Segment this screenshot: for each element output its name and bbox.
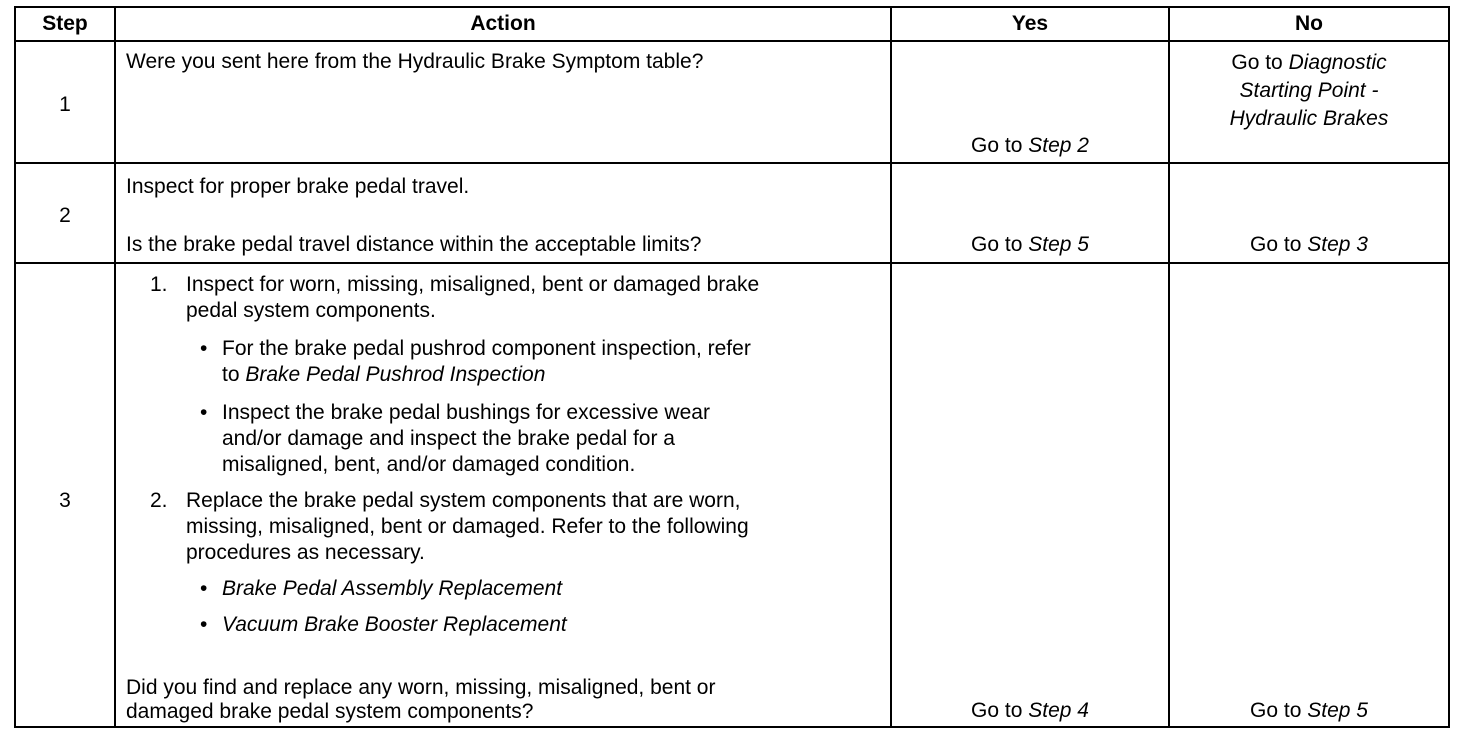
- list-subitem: For the brake pedal pushrod component inspection, refer: [222, 337, 751, 360]
- list-subitem: and/or damage and inspect the brake pedal for a: [222, 427, 675, 450]
- list-number: 2.: [150, 489, 168, 512]
- procedure-reference: Brake Pedal Assembly Replacement: [222, 577, 563, 600]
- no-result: Go to Step 3: [1250, 233, 1368, 256]
- column-divider: [890, 8, 892, 726]
- action-text: Inspect for proper brake pedal travel.: [126, 175, 470, 198]
- bullet-icon: •: [200, 577, 208, 600]
- bullet-icon: •: [200, 613, 208, 636]
- row-divider: [16, 162, 1448, 164]
- header-no: No: [1295, 12, 1323, 35]
- list-subitem: Inspect the brake pedal bushings for excessive wear: [222, 401, 710, 424]
- list-item: missing, misaligned, bent or damaged. Refer to the following: [186, 515, 749, 538]
- step-reference: Step 5: [1028, 233, 1089, 256]
- step-number: 2: [59, 204, 71, 227]
- step-reference: Step 5: [1307, 699, 1368, 722]
- procedure-reference: Vacuum Brake Booster Replacement: [222, 613, 567, 636]
- step-reference: Step 2: [1028, 134, 1089, 157]
- action-question: Is the brake pedal travel distance within the acceptable limits?: [126, 233, 702, 256]
- step-number: 1: [59, 93, 71, 116]
- header-yes: Yes: [1011, 12, 1049, 35]
- row-divider: [16, 40, 1448, 42]
- list-item: pedal system components.: [186, 299, 436, 322]
- procedure-reference: Brake Pedal Pushrod Inspection: [245, 363, 546, 386]
- bullet-icon: •: [200, 337, 208, 360]
- yes-result: Go to Step 4: [971, 699, 1089, 722]
- header-step: Step: [42, 12, 88, 35]
- diagnostic-table: [14, 6, 1450, 728]
- yes-result: Go to Step 2: [971, 134, 1089, 157]
- yes-result: Go to Step 5: [971, 233, 1089, 256]
- step-number: 3: [59, 489, 71, 512]
- no-result: Go to Diagnostic Starting Point - Hydraulic Brakes: [1229, 51, 1389, 130]
- list-subitem: to Brake Pedal Pushrod Inspection: [222, 363, 546, 386]
- row-divider: [16, 262, 1448, 264]
- step-reference: Step 4: [1028, 699, 1089, 722]
- header-action: Action: [470, 12, 536, 35]
- list-item: Replace the brake pedal system components that are worn,: [186, 489, 741, 512]
- list-number: 1.: [150, 273, 168, 296]
- action-question: Did you find and replace any worn, missing, misaligned, bent or damaged brake pedal system components?: [126, 676, 716, 723]
- column-divider: [114, 8, 116, 726]
- list-item: procedures as necessary.: [186, 541, 425, 564]
- action-text: Were you sent here from the Hydraulic Brake Symptom table?: [126, 50, 704, 73]
- list-item: Inspect for worn, missing, misaligned, bent or damaged brake: [186, 273, 760, 296]
- list-subitem: misaligned, bent, and/or damaged condition.: [222, 453, 636, 476]
- bullet-icon: •: [200, 401, 208, 424]
- step-reference: Step 3: [1307, 233, 1368, 256]
- no-result: Go to Step 5: [1250, 699, 1368, 722]
